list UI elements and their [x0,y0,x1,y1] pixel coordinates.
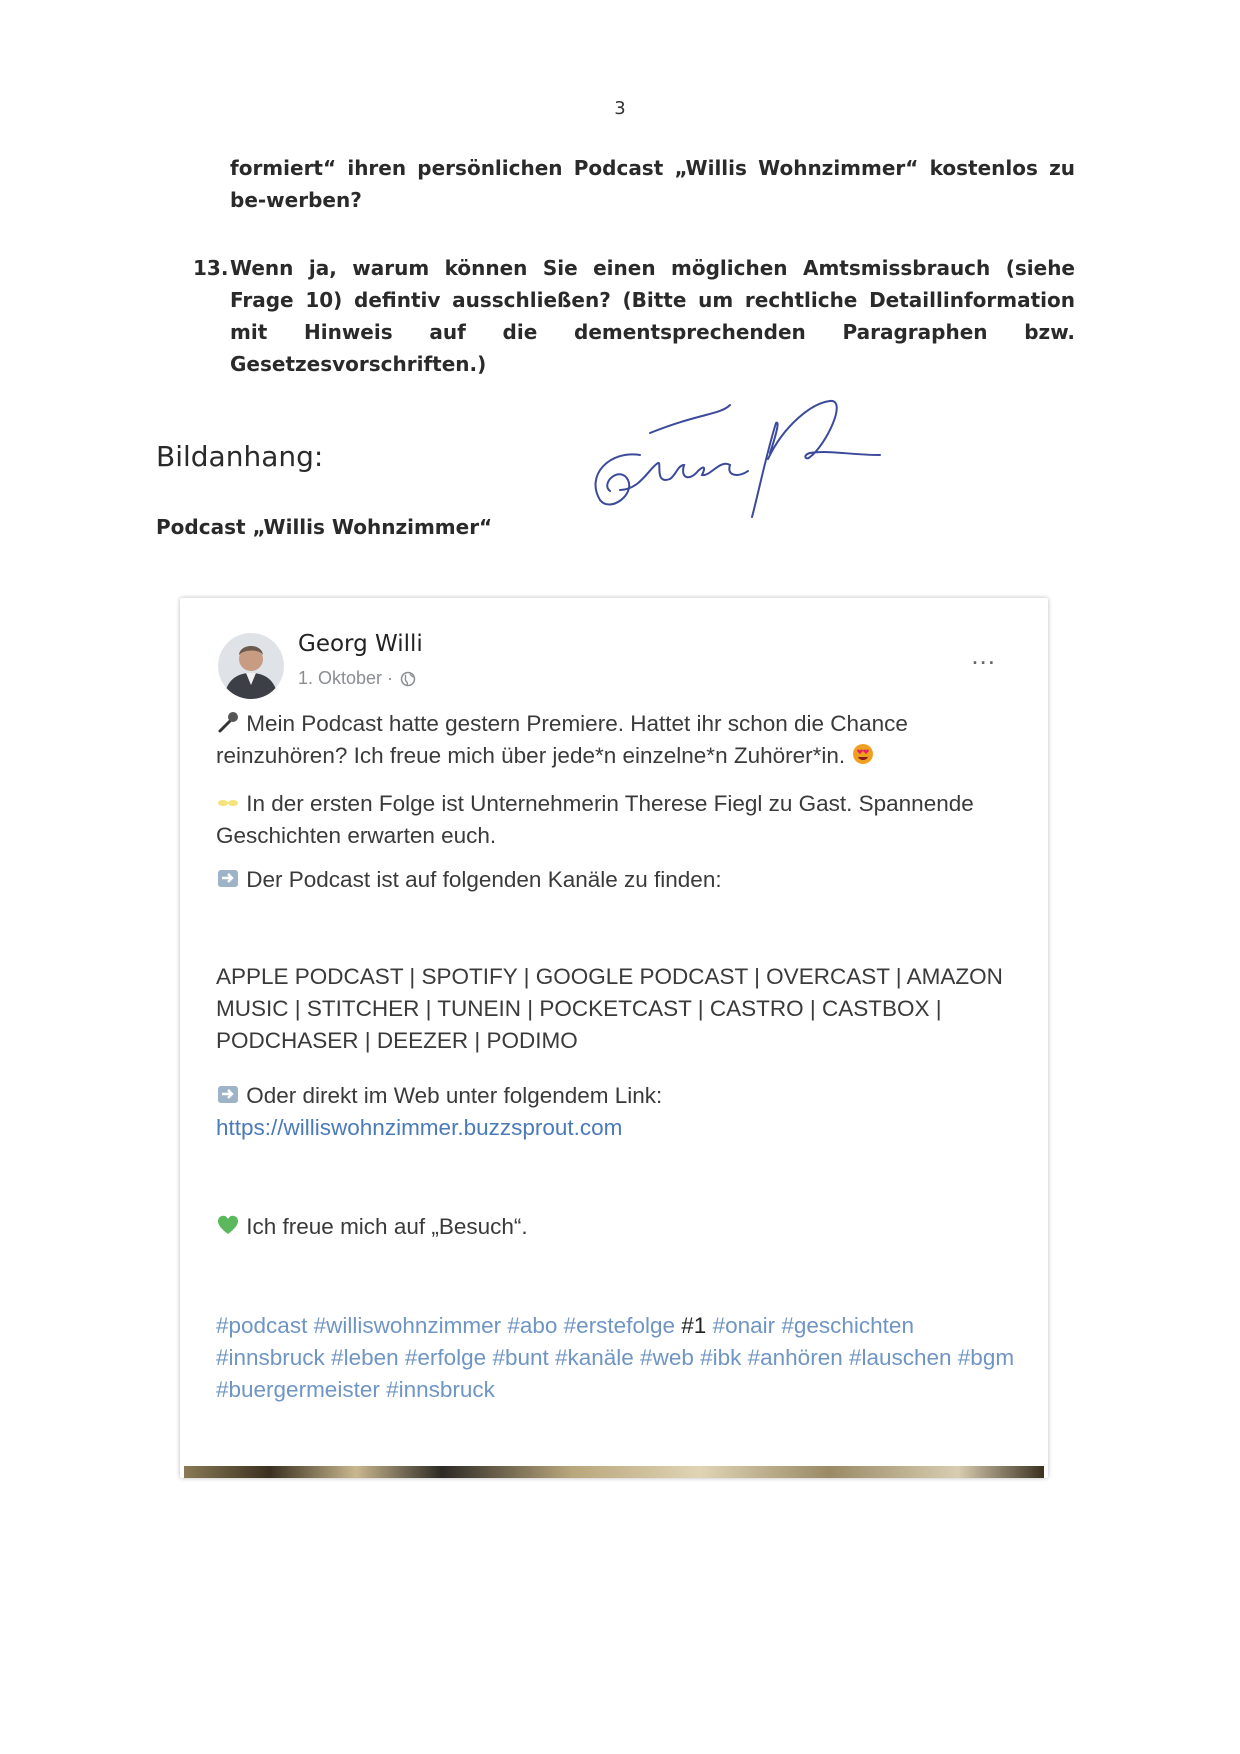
profile-photo [218,633,284,699]
hashtags-part-2[interactable]: #onair #geschichten #innsbruck #leben #erfolge #bunt #kanäle #web #ibk #anhören #lauschen #bgm #buergermeister #innsbruck [216,1313,1015,1402]
post-web-line [216,1080,1016,1144]
green-heart-icon [216,1213,240,1237]
right-arrow-icon [216,866,240,890]
facebook-post [180,598,1048,1478]
eyes-icon [216,790,240,814]
page-number: 3 [614,98,626,119]
post-line-1 [216,708,1016,772]
post-photo-strip[interactable] [184,1466,1044,1478]
hashtag-number: #1 [681,1313,707,1338]
microphone-icon [216,710,240,734]
more-options-button[interactable]: ... [971,640,996,670]
post-line-2 [216,788,1016,852]
podcast-link[interactable]: https://williswohnzimmer.buzzsprout.com [216,1115,623,1140]
smiling-face-with-heart-eyes-icon [851,742,875,766]
post-closing [216,1211,1016,1243]
handwritten-signature [580,395,940,525]
section-heading: Bildanhang: [156,440,324,473]
post-line-3 [216,864,1016,896]
question-12-continuation: formiert“ ihren persönlichen Podcast „Willis Wohnzimmer“ kostenlos zu be-werben? [230,156,1075,212]
post-line-1-text: Mein Podcast hatte gestern Premiere. Hattet ihr schon die Chance reinzuhören? Ich freue mich über jede*n einzelne*n Zuhörer*in. [216,711,908,768]
post-author[interactable]: Georg Willi [298,631,423,657]
podcast-channels: APPLE PODCAST | SPOTIFY | GOOGLE PODCAST | OVERCAST | AMAZON MUSIC | STITCHER | TUNEIN | POCKETCAST | CASTRO | CASTBOX | PODCHASER | DEEZER | PODIMO [216,964,1003,1053]
post-line-2-text: In der ersten Folge ist Unternehmerin Therese Fiegl zu Gast. Spannende Geschichten erwarten euch. [216,791,974,848]
post-line-3-text: Der Podcast ist auf folgenden Kanäle zu finden: [246,867,722,892]
right-arrow-icon [216,1082,240,1106]
question-13-text: Wenn ja, warum können Sie einen möglichen Amtsmissbrauch (siehe Frage 10) defintiv ausschließen? (Bitte um rechtliche Detaillinformation mit Hinweis auf die dementsprechenden Paragraphen bzw. Gesetzesvorschriften.) [230,256,1075,376]
question-13-number: 13. [193,256,229,280]
avatar[interactable] [218,633,284,699]
image-caption: Podcast „Willis Wohnzimmer“ [156,515,493,539]
post-meta [298,668,416,689]
question-13 [193,252,1075,380]
post-web-text: Oder direkt im Web unter folgendem Link: [246,1083,663,1108]
globe-icon [400,671,416,687]
hashtags [216,1310,1016,1406]
post-date[interactable]: 1. Oktober · [298,668,394,688]
hashtags-part-1[interactable]: #podcast #williswohnzimmer #abo #erstefolge [216,1313,675,1338]
post-closing-text: Ich freue mich auf „Besuch“. [246,1214,528,1239]
